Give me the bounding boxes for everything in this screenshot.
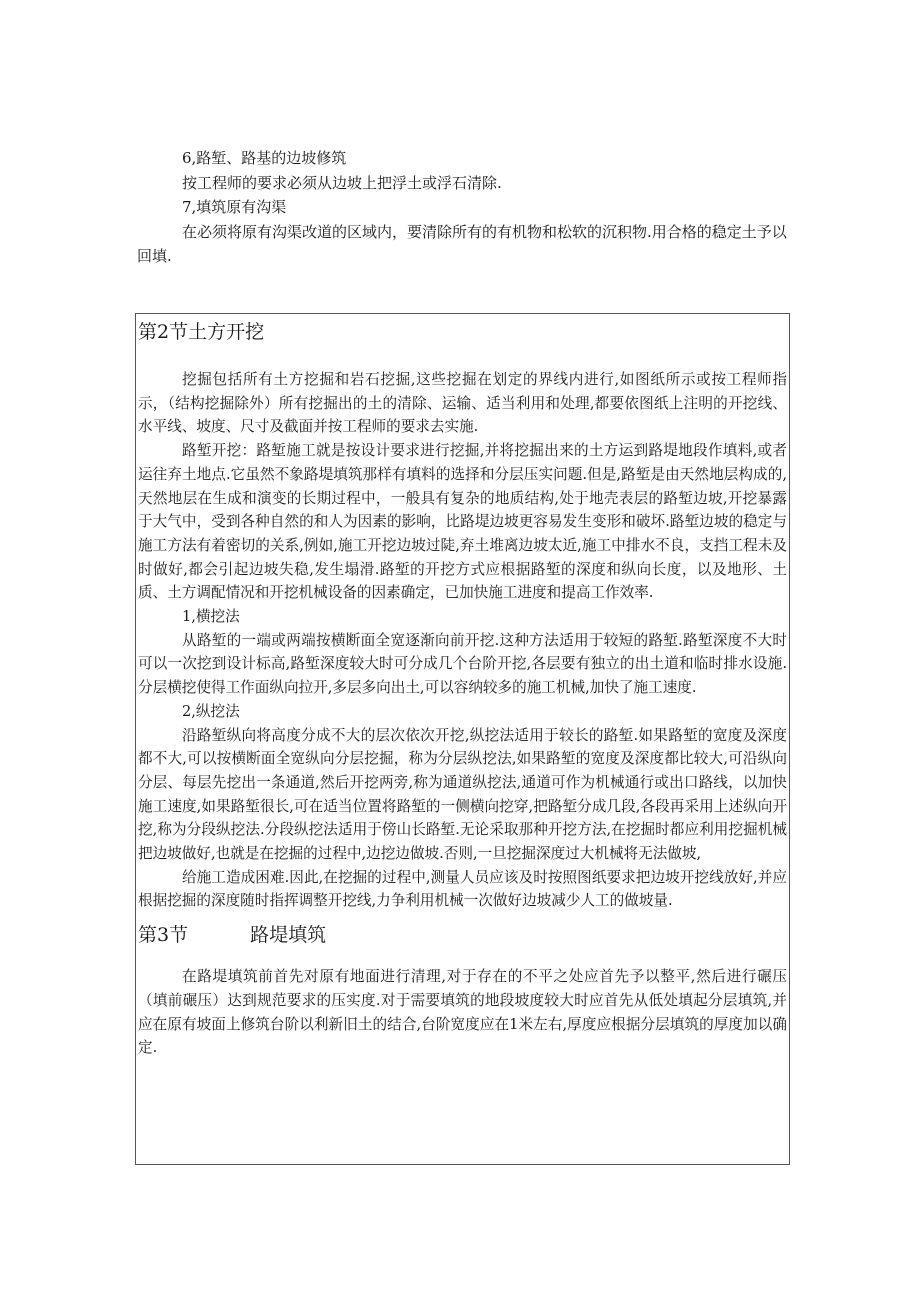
section3-title [138,921,787,949]
section2-paragraph-2: 路堑开挖：路堑施工就是按设计要求进行挖掘,并将挖掘出来的土方运到路堤地段作填料,或者运往弃土地点.它虽然不象路堤填筑那样有填料的选择和分层压实问题.但是,路堑是由天然地层构成的,天然地层在生成和演变的长期过程中，一般具有复杂的地质结构,处于地壳表层的路堑边坡,开挖暴露于大气中，受到各种自然的和人为因素的影响，比路堤边坡更容易发生变形和破坏.路堑边坡的稳定与施工方法有着密切的关系,例如,施工开挖边坡过陡,弃土堆离边坡太近,施工中排水不良，支挡工程未及时做好,都会引起边坡失稳,发生塌滑.路堑的开挖方式应根据路堑的深度和纵向长度，以及地形、土质、土方调配情况和开挖机械设备的因素确定，已加快施工进度和提高工作效率. [138,442,787,602]
content-frame [135,313,790,1165]
item6-heading: 6,路堑、路基的边坡修筑 [182,149,347,167]
item7-heading: 7,填筑原有沟渠 [182,198,287,216]
section2-title: 第2节土方开挖 [138,321,265,343]
method2-text: 沿路堑纵向将高度分成不大的层次依次开挖,纵挖法适用于较长的路堑.如果路堑的宽度及深度都不大,可以按横断面全宽纵向分层挖掘，称为分层纵挖法,如果路堑的宽度及深度都比较大,可沿纵向分层、每层先挖出一条通道,然后开挖两旁,称为通道纵挖法,通道可作为机械通行或出口路线，以加快施工速度,如果路堑很长,可在适当位置将路堑的一侧横向挖穿,把路堑分成几段,各段再采用上述纵向开挖,称为分段纵挖法.分段纵挖法适用于傍山长路堑.无论采取那种开挖方法,在挖掘时都应利用挖掘机械把边坡做好,也就是在挖掘的过程中,边挖边做坡.否则,一旦挖掘深度过大机械将无法做坡, [138,726,787,863]
top-text-block [137,146,793,269]
section2-paragraph-1: 挖掘包括所有土方挖掘和岩石挖掘,这些挖掘在划定的界线内进行,如图纸所示或按工程师指示，（结构挖掘除外）所有挖掘出的土的清除、运输、适当利用和处理,都要依图纸上注明的开挖线、水平线、坡度、尺寸及截面并按工程师的要求去实施. [138,371,787,436]
item7-text: 在必须将原有沟渠改道的区域内，要清除所有的有机物和松软的沉积物.用合格的稳定土予以回填. [137,222,787,265]
section3-title-number: 第3节 [138,924,189,947]
method2-continued: 给施工造成困难.因此,在挖掘的过程中,测量人员应该及时按照图纸要求把边坡开挖线放好,并应根据挖掘的深度随时指挥调整开挖线,力争利用机械一次做好边坡减少人工的做坡量. [138,868,787,910]
section3-title-text: 路堤填筑 [250,924,327,947]
item6-text: 按工程师的要求必须从边坡上把浮土或浮石清除. [182,173,502,192]
method1-heading: 1,横挖法 [182,608,240,626]
content-frame-inner [138,314,787,1060]
method1-text: 从路堑的一端或两端按横断面全宽逐渐向前开挖.这种方法适用于较短的路堑.路堑深度不大时可以一次挖到设计标高,路堑深度较大时可分成几个台阶开挖,各层要有独立的出土道和临时排水设施.分层横挖使得工作面纵向拉开,多层多向出土,可以容纳较多的施工机械,加快了施工速度. [138,631,787,697]
method2-heading: 2,纵挖法 [182,702,240,720]
section3-paragraph-1: 在路堤填筑前首先对原有地面进行清理,对于存在的不平之处应首先予以整平,然后进行碾压（填前碾压）达到规范要求的压实度.对于需要填筑的地段坡度较大时应首先从低处填起分层填筑,并应在原有坡面上修筑台阶以利新旧土的结合,台阶宽度应在1米左右,厚度应根据分层填筑的厚度加以确定. [138,968,787,1057]
